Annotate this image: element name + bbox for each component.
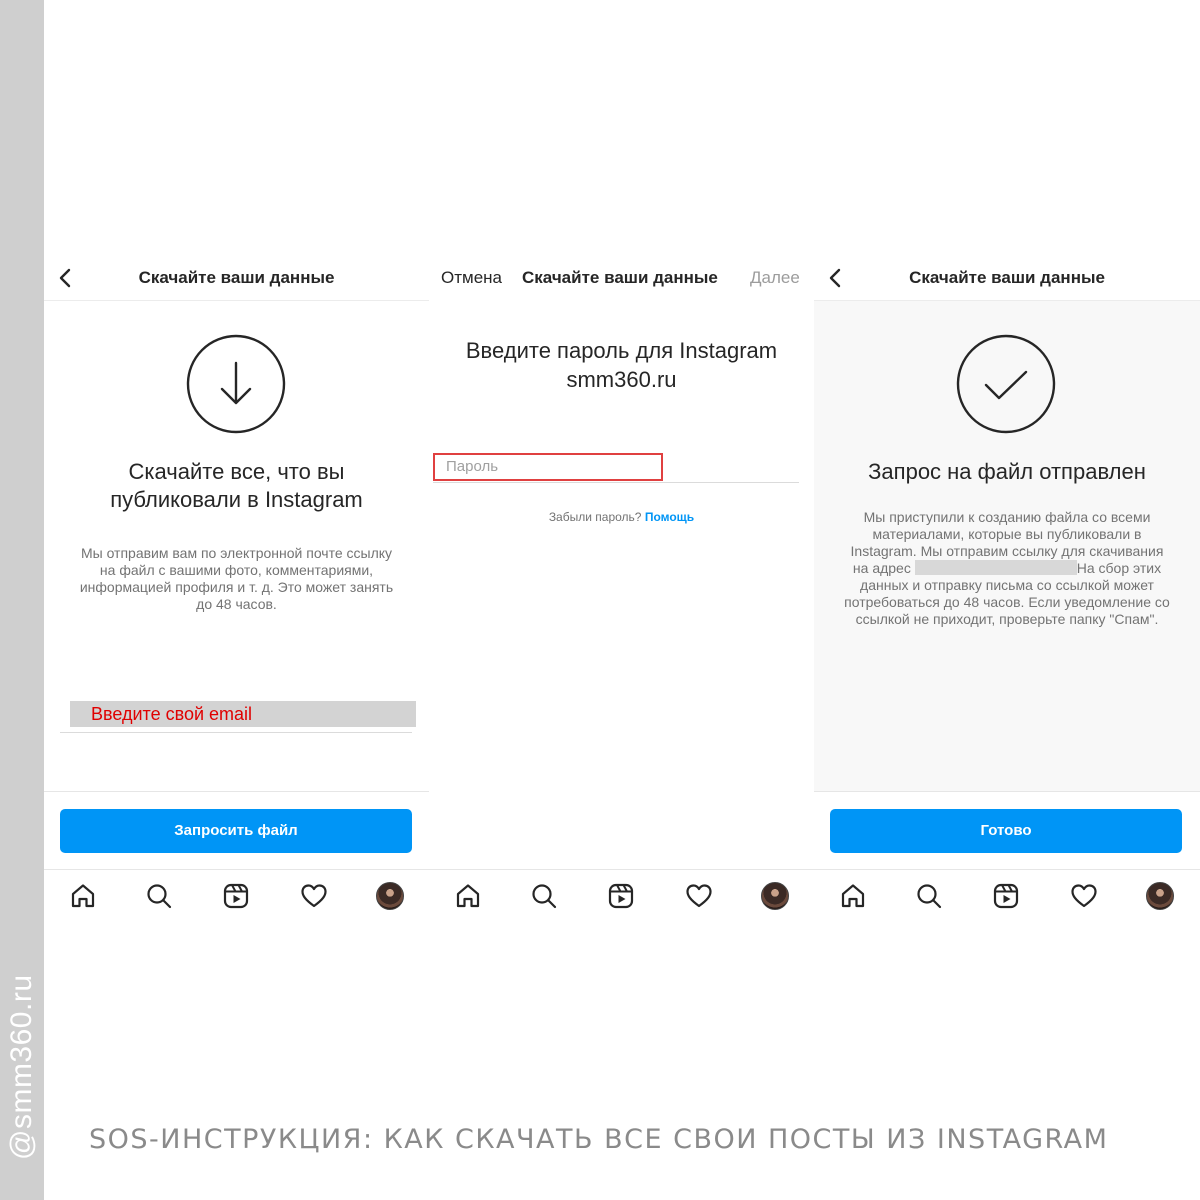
search-icon[interactable] (530, 882, 558, 910)
heart-icon[interactable] (685, 882, 713, 910)
description: Мы отправим вам по электронной почте ссылку на файл с вашими фото, комментариями, информацией профиля и т. д. Это может занять до 48 часов. (79, 545, 394, 612)
request-file-button[interactable]: Запросить файл (60, 809, 412, 853)
search-icon[interactable] (915, 882, 943, 910)
next-button[interactable]: Далее (750, 268, 800, 287)
top-bar (44, 255, 429, 301)
heart-icon[interactable] (300, 882, 328, 910)
profile-avatar[interactable] (1146, 882, 1174, 910)
reels-icon[interactable] (992, 882, 1020, 910)
page-title: Скачайте ваши данные (138, 268, 335, 287)
redacted-email (915, 560, 1077, 575)
done-button[interactable]: Готово (830, 809, 1182, 853)
watermark: @smm360.ru (5, 974, 38, 1160)
divider (814, 791, 1200, 792)
home-icon[interactable] (69, 882, 97, 910)
profile-avatar[interactable] (376, 882, 404, 910)
page-title: Скачайте ваши данные (522, 268, 718, 287)
password-field[interactable] (433, 453, 799, 483)
divider (44, 791, 429, 792)
description: Мы приступили к созданию файла со всеми материалами, которые вы публиковали в Instagram. Мы отправим ссылку для скачивания на адрес На сбор этих данных и отправку письма со ссылкой может потребоваться до 48 часов. Если уведомление со ссылкой не приходит, проверьте папку "Спам". (844, 509, 1170, 627)
cancel-button[interactable]: Отмена (441, 268, 502, 287)
tab-bar (429, 869, 814, 920)
forgot-password-text: Забыли пароль? (548, 510, 642, 524)
heart-icon[interactable] (1070, 882, 1098, 910)
help-link[interactable]: Помощь (644, 510, 695, 524)
footer-caption: SOS-ИНСТРУКЦИЯ: КАК СКАЧАТЬ ВСЕ СВОИ ПОСТЫ ИЗ INSTAGRAM (89, 1124, 1109, 1155)
screen-request-file (44, 255, 429, 920)
heading: Запрос на файл отправлен (868, 459, 1146, 484)
page-title: Скачайте ваши данные (909, 268, 1105, 287)
tab-bar (814, 869, 1200, 920)
top-bar (814, 255, 1200, 301)
password-input[interactable]: Пароль (433, 453, 663, 481)
forgot-password (429, 509, 814, 525)
top-bar (429, 255, 814, 301)
reels-icon[interactable] (607, 882, 635, 910)
email-field[interactable] (60, 701, 412, 733)
tab-bar (44, 869, 429, 920)
profile-avatar[interactable] (761, 882, 789, 910)
heading: Введите пароль для Instagram smm360.ru (465, 338, 778, 392)
search-icon[interactable] (145, 882, 173, 910)
checkmark-icon (956, 334, 1056, 434)
heading: Скачайте все, что вы публиковали в Instagram (110, 459, 363, 512)
email-placeholder: Введите свой email (70, 701, 416, 727)
download-arrow-icon (186, 334, 286, 434)
reels-icon[interactable] (222, 882, 250, 910)
screen-request-sent (814, 255, 1200, 920)
screen-enter-password (429, 255, 814, 920)
home-icon[interactable] (454, 882, 482, 910)
home-icon[interactable] (839, 882, 867, 910)
